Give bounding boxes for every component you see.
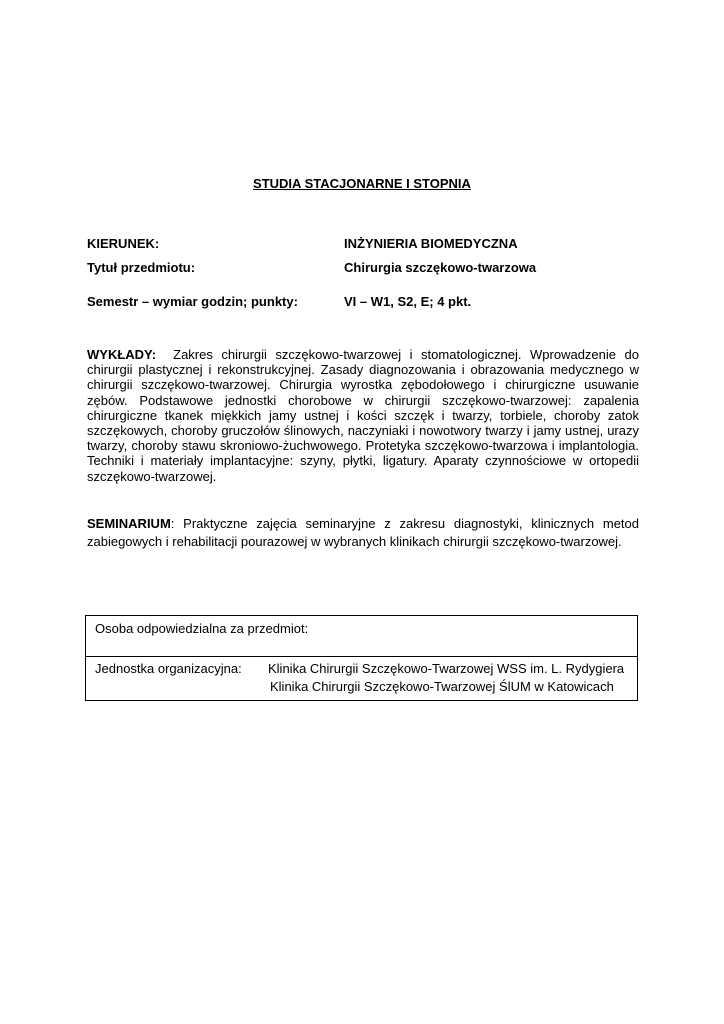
- table-row-osoba: [86, 616, 638, 657]
- semestr-value: VI – W1, S2, E; 4 pkt.: [344, 294, 472, 309]
- jednostka-line1: Klinika Chirurgii Szczękowo-Twarzowej WSS im. L. Rydygiera: [268, 661, 625, 676]
- table-row-jednostka: [86, 657, 638, 701]
- osoba-cell: [86, 616, 638, 657]
- seminarium-section: [87, 515, 639, 551]
- wyklady-section: [87, 347, 639, 484]
- seminarium-text: : Praktyczne zajęcia seminaryjne z zakresu diagnostyki, klinicznych metod zabiegowych i rehabilitacji pourazowej w wybranych klinikach chirurgii szczękowo-twarzowej.: [87, 516, 639, 549]
- semestr-label: Semestr – wymiar godzin; punkty:: [87, 294, 298, 309]
- tytul-label: Tytuł przedmiotu:: [87, 260, 196, 275]
- tytul-value: Chirurgia szczękowo-twarzowa: [344, 260, 537, 275]
- jednostka-label: Jednostka organizacyjna:: [95, 661, 242, 676]
- seminarium-head: SEMINARIUM: [87, 516, 171, 531]
- responsibility-table: [85, 615, 638, 701]
- wyklady-head: WYKŁADY:: [87, 347, 157, 362]
- page-heading: STUDIA STACJONARNE I STOPNIA: [253, 176, 471, 191]
- osoba-label: Osoba odpowiedzialna za przedmiot:: [95, 621, 309, 636]
- jednostka-line2: Klinika Chirurgii Szczękowo-Twarzowej ŚlUM w Katowicach: [270, 679, 614, 694]
- kierunek-value: INŻYNIERIA BIOMEDYCZNA: [344, 236, 518, 251]
- jednostka-cell: [86, 657, 638, 701]
- wyklady-text: Zakres chirurgii szczękowo-twarzowej i stomatologicznej. Wprowadzenie do chirurgii plastycznej i rekonstrukcyjnej. Zasady diagnozowania i obrazowania medycznego w chirurgii szczękowo-twarzowej. Chirurgia wyrostka zębodołowego i chirurgiczne usuwanie zębów. Podstawowe jednostki chorobowe w chirurgii szczękowo-twarzowej: zapalenia chirurgiczne tkanek miękkich jamy ustnej i kości szczęk i twarzy, torbiele, choroby zatok szczękowych, choroby gruczołów ślinowych, naczyniaki i nowotwory twarzy i jamy ustnej, urazy twarzy, choroby stawu skroniowo-żuchwowego. Protetyka szczękowo-twarzowa i implantologia. Techniki i materiały implantacyjne: szyny, płytki, ligatury. Aparaty czynnościowe w ortopedii szczękowo-twarzowej.: [87, 347, 639, 484]
- kierunek-label: KIERUNEK:: [87, 236, 160, 251]
